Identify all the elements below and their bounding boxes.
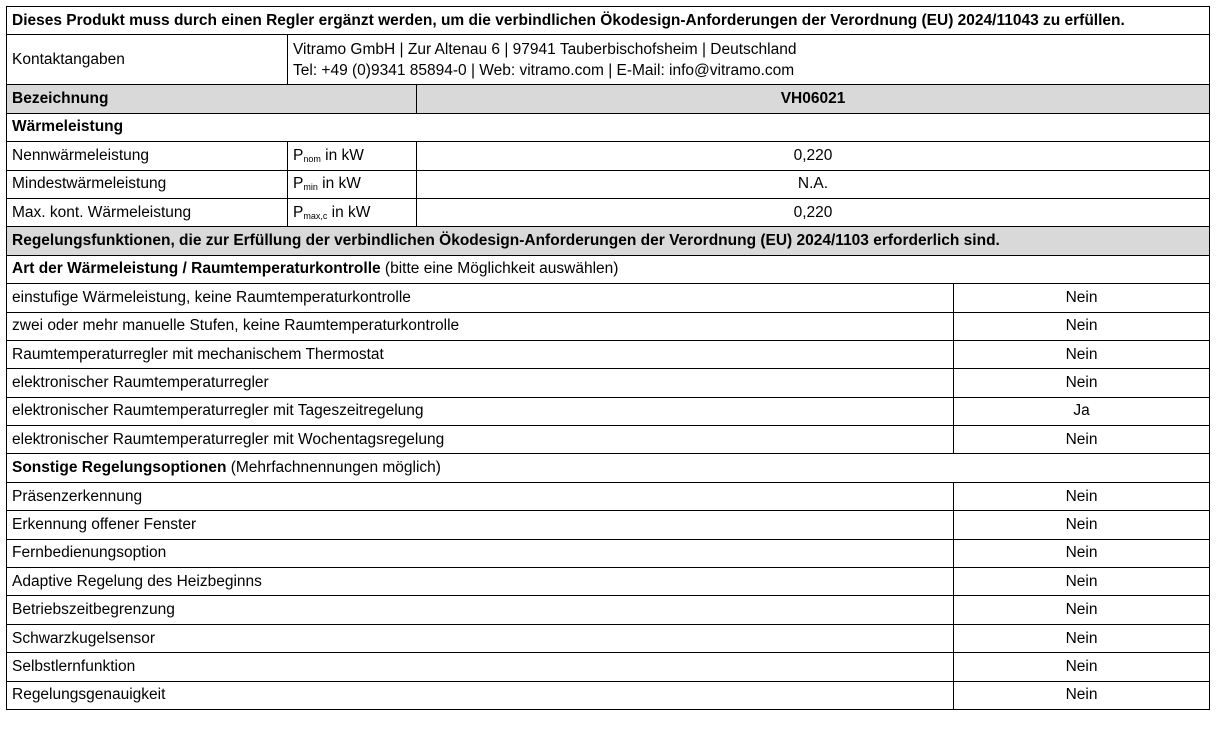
contact-details xyxy=(288,35,1210,85)
heat-output-row xyxy=(7,142,1210,170)
contact-label: Kontaktangaben xyxy=(7,35,288,85)
heat-output-row xyxy=(7,170,1210,198)
heat-output-symbol: $P_{nom}$ in kW xyxy=(288,142,417,170)
other-option-row xyxy=(7,681,1210,709)
heat-output-row xyxy=(7,198,1210,226)
room-temp-row xyxy=(7,397,1210,425)
other-option-label: Erkennung offener Fenster xyxy=(7,511,954,539)
room-temp-row xyxy=(7,312,1210,340)
room-temp-label: Raumtemperaturregler mit mechanischem Thermostat xyxy=(7,340,954,368)
other-option-value: Nein xyxy=(954,539,1210,567)
room-temp-value: Nein xyxy=(954,312,1210,340)
room-temp-row xyxy=(7,369,1210,397)
designation-value: VH06021 xyxy=(417,85,1210,113)
heat-output-value: 0,220 xyxy=(417,198,1210,226)
other-option-value: Nein xyxy=(954,482,1210,510)
room-temp-heading: Art der Wärmeleistung / Raumtemperaturkontrolle (bitte eine Möglichkeit auswählen) xyxy=(7,255,1210,283)
contact-phone-web-email: Tel: +49 (0)9341 85894-0 | Web: vitramo.com | E-Mail: info@vitramo.com xyxy=(293,61,795,79)
heat-output-value: N.A. xyxy=(417,170,1210,198)
other-option-row xyxy=(7,653,1210,681)
other-option-row xyxy=(7,482,1210,510)
room-temp-value: Nein xyxy=(954,369,1210,397)
designation-label: Bezeichnung xyxy=(7,85,417,113)
room-temp-value: Nein xyxy=(954,426,1210,454)
contact-address: Vitramo GmbH | Zur Altenau 6 | 97941 Tauberbischofsheim | Deutschland xyxy=(293,40,797,58)
other-option-label: Präsenzerkennung xyxy=(7,482,954,510)
other-option-label: Betriebszeitbegrenzung xyxy=(7,596,954,624)
heat-output-label: Mindestwärmeleistung xyxy=(7,170,288,198)
other-option-value: Nein xyxy=(954,624,1210,652)
other-option-row xyxy=(7,596,1210,624)
room-temp-label: elektronischer Raumtemperaturregler mit Wochentagsregelung xyxy=(7,426,954,454)
other-option-value: Nein xyxy=(954,596,1210,624)
other-option-value: Nein xyxy=(954,511,1210,539)
heat-output-symbol: $P_{min}$ in kW xyxy=(288,170,417,198)
room-temp-label: elektronischer Raumtemperaturregler xyxy=(7,369,954,397)
other-option-row xyxy=(7,511,1210,539)
heat-output-label: Nennwärmeleistung xyxy=(7,142,288,170)
room-temp-label: zwei oder mehr manuelle Stufen, keine Raumtemperaturkontrolle xyxy=(7,312,954,340)
other-option-label: Selbstlernfunktion xyxy=(7,653,954,681)
room-temp-row xyxy=(7,426,1210,454)
other-option-label: Fernbedienungsoption xyxy=(7,539,954,567)
heat-output-symbol: $P_{max,c}$ in kW xyxy=(288,198,417,226)
regulator-notice: Dieses Produkt muss durch einen Regler ergänzt werden, um die verbindlichen Ökodesign-Anforderungen der Verordnung (EU) 2024/11043 zu erfüllen. xyxy=(7,7,1210,35)
heat-output-heading: Wärmeleistung xyxy=(7,113,1210,141)
other-option-value: Nein xyxy=(954,681,1210,709)
room-temp-row xyxy=(7,284,1210,312)
other-option-label: Adaptive Regelung des Heizbeginns xyxy=(7,568,954,596)
other-option-row xyxy=(7,568,1210,596)
room-temp-label: einstufige Wärmeleistung, keine Raumtemperaturkontrolle xyxy=(7,284,954,312)
room-temp-value: Nein xyxy=(954,340,1210,368)
ecodesign-table xyxy=(6,6,1210,710)
other-option-row xyxy=(7,539,1210,567)
other-option-label: Regelungsgenauigkeit xyxy=(7,681,954,709)
product-data-sheet xyxy=(6,6,1209,710)
room-temp-label: elektronischer Raumtemperaturregler mit Tageszeitregelung xyxy=(7,397,954,425)
heat-output-label: Max. kont. Wärmeleistung xyxy=(7,198,288,226)
other-option-row xyxy=(7,624,1210,652)
other-option-label: Schwarzkugelsensor xyxy=(7,624,954,652)
other-option-value: Nein xyxy=(954,568,1210,596)
room-temp-row xyxy=(7,340,1210,368)
other-option-value: Nein xyxy=(954,653,1210,681)
control-functions-heading: Regelungsfunktionen, die zur Erfüllung der verbindlichen Ökodesign-Anforderungen der Verordnung (EU) 2024/1103 erforderlich sind. xyxy=(7,227,1210,255)
room-temp-value: Ja xyxy=(954,397,1210,425)
room-temp-value: Nein xyxy=(954,284,1210,312)
heat-output-value: 0,220 xyxy=(417,142,1210,170)
other-options-heading: Sonstige Regelungsoptionen (Mehrfachnennungen möglich) xyxy=(7,454,1210,482)
